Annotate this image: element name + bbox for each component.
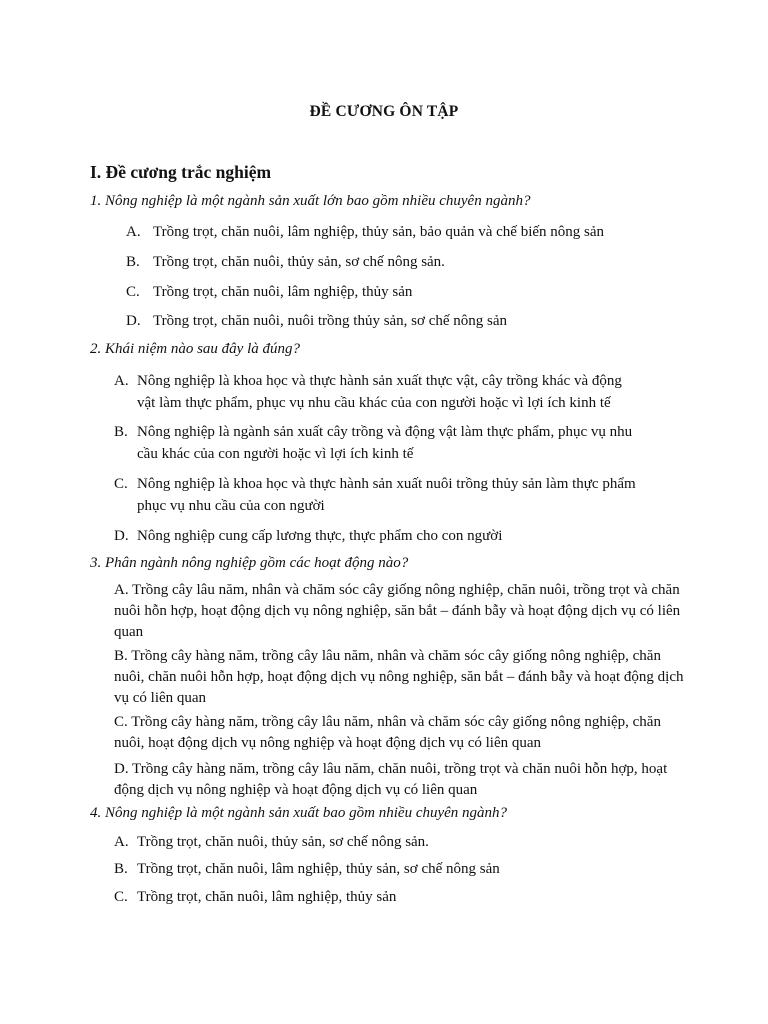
option-text-line-1: Nông nghiệp cung cấp lương thực, thực phẩm cho con người — [137, 528, 503, 544]
option-text-line-1: Nông nghiệp là khoa học và thực hành sản xuất nuôi trồng thủy sản làm thực phẩm — [137, 476, 636, 492]
option-letter: A. — [126, 224, 141, 240]
q3-option-d: D. Trồng cây hàng năm, trồng cây lâu năm, chăn nuôi, trồng trọt và chăn nuôi hỗn hợp, hoạt động dịch vụ nông nghiệp và hoạt động dịch vụ có liên quan — [114, 761, 668, 798]
option-letter: B. — [114, 424, 128, 440]
q3-option-b: B. Trồng cây hàng năm, trồng cây lâu năm, nhân và chăm sóc cây giống nông nghiệp, chăn nuôi, chăn nuôi hỗn hợp, hoạt động dịch vụ nông nghiệp, săn bắt – đánh bẫy và hoạt động dịch vụ có liên quan — [114, 648, 684, 706]
option-text: Trồng trọt, chăn nuôi, thủy sản, sơ chế nông sản. — [137, 834, 429, 850]
q3-option-c: C. Trồng cây hàng năm, trồng cây lâu năm, nhân và chăm sóc cây giống nông nghiệp, chăn nuôi, hoạt động dịch vụ nông nghiệp và hoạt động dịch vụ có liên quan — [114, 714, 661, 751]
option-letter: C. — [114, 889, 128, 905]
option-text: Trồng trọt, chăn nuôi, lâm nghiệp, thủy sản, sơ chế nông sản — [137, 861, 500, 877]
option-letter: B. — [126, 254, 140, 270]
option-text-line-1: Nông nghiệp là ngành sản xuất cây trồng và động vật làm thực phẩm, phục vụ nhu — [137, 424, 633, 440]
option-text: Trồng trọt, chăn nuôi, nuôi trồng thủy sản, sơ chế nông sản — [153, 313, 508, 329]
section-heading: I. Đề cương trắc nghiệm — [90, 162, 272, 182]
option-text-line-2: phục vụ nhu cầu của con người — [137, 498, 325, 514]
option-text: Trồng trọt, chăn nuôi, thủy sản, sơ chế nông sản. — [153, 254, 445, 270]
option-text-line-2: vật làm thực phẩm, phục vụ nhu cầu khác của con người hoặc vì lợi ích kinh tế — [137, 395, 611, 411]
option-letter: D. — [114, 528, 129, 544]
question-3: 3. Phân ngành nông nghiệp gồm các hoạt động nào? — [90, 555, 409, 571]
option-text-line-1: Nông nghiệp là khoa học và thực hành sản xuất thực vật, cây trồng khác và động — [137, 373, 622, 389]
option-text: Trồng trọt, chăn nuôi, lâm nghiệp, thủy sản — [137, 889, 397, 905]
option-letter: C. — [126, 284, 140, 300]
option-letter: A. — [114, 834, 129, 850]
option-letter: C. — [114, 476, 128, 492]
question-1: 1. Nông nghiệp là một ngành sản xuất lớn bao gồm nhiều chuyên ngành? — [90, 193, 531, 209]
question-4: 4. Nông nghiệp là một ngành sản xuất bao gồm nhiều chuyên ngành? — [90, 805, 508, 821]
question-2: 2. Khái niệm nào sau đây là đúng? — [90, 341, 300, 357]
q3-option-a: A. Trồng cây lâu năm, nhân và chăm sóc cây giống nông nghiệp, chăn nuôi, trồng trọt và chăn nuôi hỗn hợp, hoạt động dịch vụ nông nghiệp, săn bắt – đánh bẫy và hoạt động dịch vụ có liên quan — [114, 582, 681, 640]
option-letter: A. — [114, 373, 129, 389]
option-text: Trồng trọt, chăn nuôi, lâm nghiệp, thủy sản — [153, 284, 413, 300]
document-title: ĐỀ CƯƠNG ÔN TẬP — [309, 103, 459, 120]
option-letter: B. — [114, 861, 128, 877]
option-letter: D. — [126, 313, 141, 329]
option-text-line-2: cầu khác của con người hoặc vì lợi ích kinh tế — [137, 446, 414, 462]
option-text: Trồng trọt, chăn nuôi, lâm nghiệp, thủy sản, bảo quản và chế biến nông sản — [153, 224, 605, 240]
